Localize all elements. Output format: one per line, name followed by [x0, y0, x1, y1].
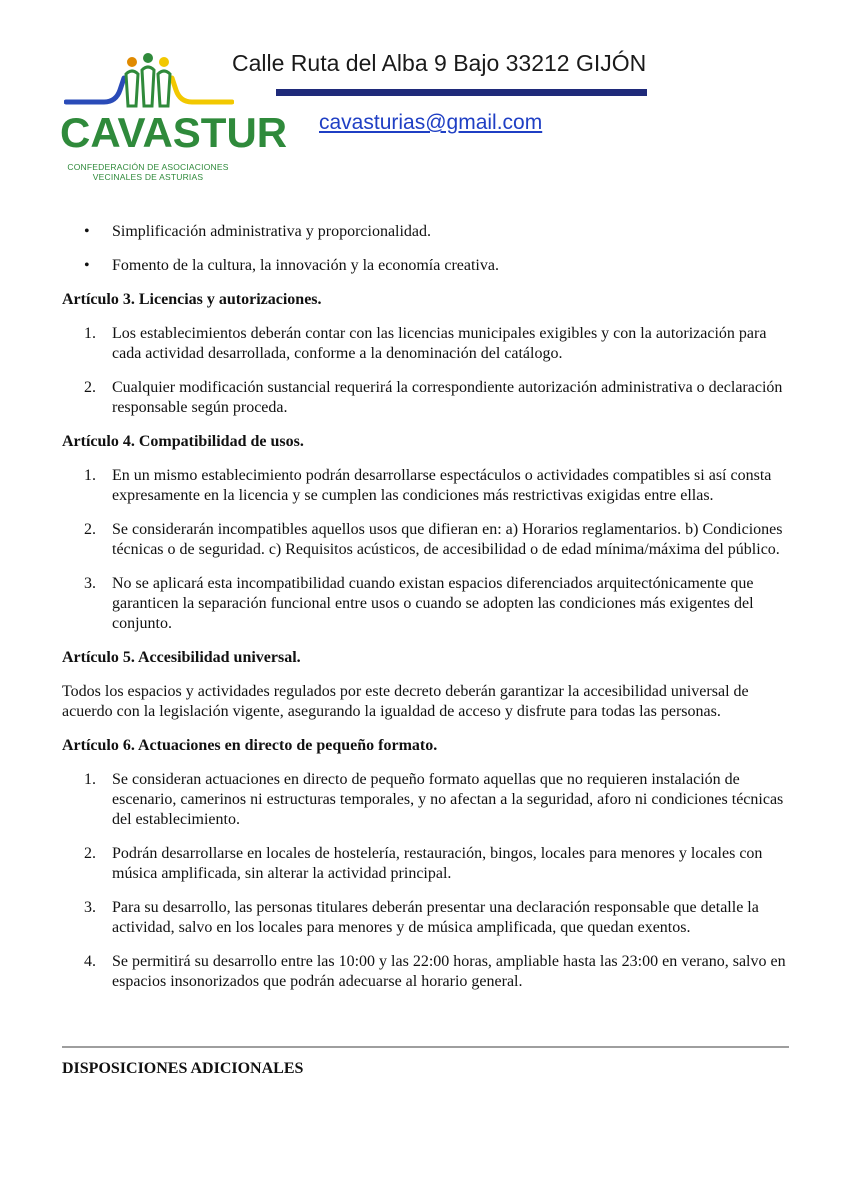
header-divider-bar — [276, 89, 647, 96]
article-4-heading: Artículo 4. Compatibilidad de usos. — [62, 433, 304, 450]
bullet-item: • Simplificación administrativa y proporcionalidad. — [84, 223, 432, 240]
list-item: 4. Se permitirá su desarrollo entre las 10:00 y las 22:00 horas, ampliable hasta las 23:00 en verano, salvo en espacios insonorizados que podrán adecuarse al horario general. — [84, 953, 786, 990]
bullet-dot-icon: • — [84, 223, 90, 240]
list-item: 1. En un mismo establecimiento podrán desarrollarse espectáculos o actividades compatibles si así consta expresamente en la licencia y se cumplen las condiciones más restrictivas exigidas entre ellas. — [84, 467, 772, 504]
list-item: 2. Cualquier modificación sustancial requerirá la correspondiente autorización administrativa o declaración responsable según proceda. — [84, 379, 783, 416]
cavastur-logo — [58, 52, 288, 192]
article-5-heading: Artículo 5. Accesibilidad universal. — [62, 649, 301, 666]
logo-subtitle — [58, 162, 238, 182]
article-6-list — [62, 770, 792, 992]
list-item: 2. Se considerarán incompatibles aquellos usos que difieran en: a) Horarios reglamentarios. b) Condiciones técnicas o de seguridad. c) Requisitos acústicos, de accesibilidad o de edad mínima/máxima del público. — [84, 521, 783, 558]
bullet-item: • Fomento de la cultura, la innovación y la economía creativa. — [84, 257, 499, 274]
list-item: 1. Los establecimientos deberán contar con las licencias municipales exigibles y con la autorización para cada actividad desarrollada, conforme a la denominación del catálogo. — [84, 325, 767, 362]
logo-subtitle-line-2: VECINALES DE ASTURIAS — [92, 172, 204, 182]
article-5-paragraph: Todos los espacios y actividades regulados por este decreto deberán garantizar la accesibilidad universal de acuerdo con la legislación vigente, asegurando la igualdad de acceso y disfrute para todas las personas. — [62, 683, 749, 720]
section-divider — [62, 1046, 789, 1048]
bullet-dot-icon: • — [84, 257, 90, 274]
logo-wordmark: CAVASTUR — [60, 109, 288, 156]
people-emblem-icon — [64, 52, 234, 114]
article-6-heading: Artículo 6. Actuaciones en directo de pequeño formato. — [62, 737, 438, 754]
article-4-list — [62, 466, 792, 634]
header-address: Calle Ruta del Alba 9 Bajo 33212 GIJÓN — [232, 50, 647, 76]
disposiciones-heading: DISPOSICIONES ADICIONALES — [62, 1060, 304, 1077]
document-body — [62, 222, 792, 1006]
list-item: 2. Podrán desarrollarse en locales de hostelería, restauración, bingos, locales para menores y locales con música amplificada, sin alterar la actividad principal. — [84, 845, 763, 882]
list-item: 3. No se aplicará esta incompatibilidad cuando existan espacios diferenciados arquitectónicamente que garanticen la separación funcional entre usos o cuando se adopten las condiciones más exigentes del conjunto. — [84, 575, 754, 632]
logo-subtitle-line-1: CONFEDERACIÓN DE ASOCIACIONES — [67, 162, 229, 172]
article-3-list — [62, 324, 792, 418]
article-3-heading: Artículo 3. Licencias y autorizaciones. — [62, 291, 322, 308]
list-item: 3. Para su desarrollo, las personas titulares deberán presentar una declaración responsable que detalle la actividad, salvo en los locales para menores y de música amplificada, que quedan exentos. — [84, 899, 759, 936]
list-item: 1. Se consideran actuaciones en directo de pequeño formato aquellas que no requieren instalación de escenario, camerinos ni estructuras temporales, y no afectan a la seguridad, aforo ni condiciones técnicas del establecimiento. — [84, 771, 784, 828]
email-link[interactable]: cavasturias@gmail.com — [319, 111, 543, 134]
bullet-list — [62, 222, 792, 276]
